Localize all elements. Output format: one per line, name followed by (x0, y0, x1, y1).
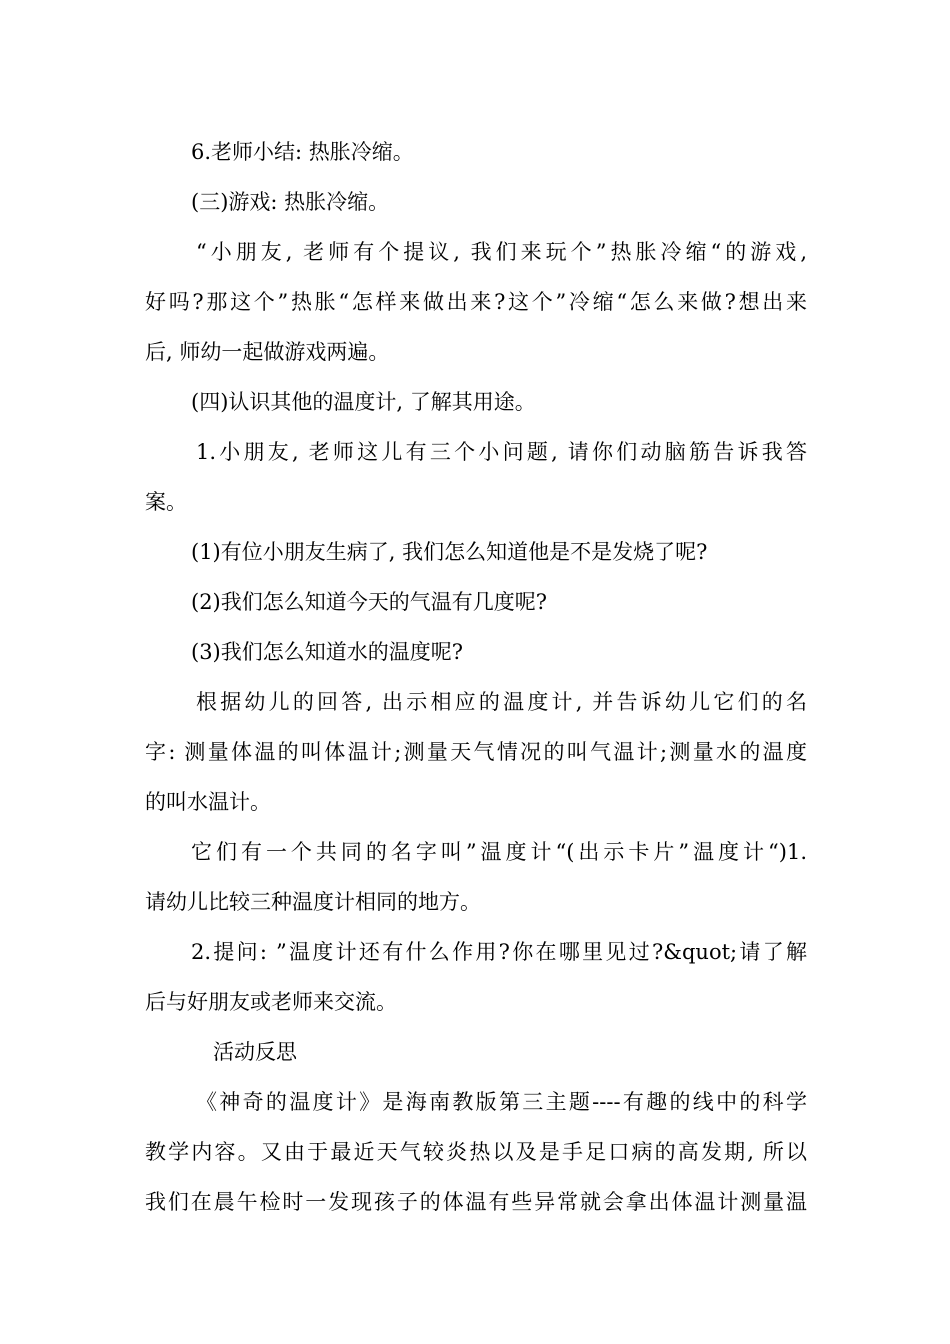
line-ask-1: 2.提问: ”温度计还有什么作用?你在哪里见过?&quot;请了解 (191, 940, 807, 964)
line-summary: 6.老师小结: 热胀冷缩。 (191, 140, 414, 164)
line-questions-2: 案。 (145, 490, 187, 514)
line-question-2: (2)我们怎么知道今天的气温有几度呢? (191, 590, 548, 614)
heading-reflection: 活动反思 (213, 1040, 297, 1064)
line-ask-2: 后与好朋友或老师来交流。 (145, 990, 397, 1014)
line-question-3: (3)我们怎么知道水的温度呢? (191, 640, 464, 664)
line-section-thermometers: (四)认识其他的温度计, 了解其用途。 (191, 390, 536, 414)
line-questions-1: 1.小朋友, 老师这儿有三个小问题, 请你们动脑筋告诉我答 (196, 440, 807, 464)
line-common-name-1: 它们有一个共同的名字叫”温度计“(出示卡片”温度计“)1. (191, 840, 807, 864)
line-question-1: (1)有位小朋友生病了, 我们怎么知道他是不是发烧了呢? (191, 540, 708, 564)
line-answers-1: 根据幼儿的回答, 出示相应的温度计, 并告诉幼儿它们的名 (196, 690, 807, 714)
line-reflection-2: 教学内容。又由于最近天气较炎热以及是手足口病的高发期, 所以 (145, 1140, 807, 1164)
line-game-1: “小朋友, 老师有个提议, 我们来玩个”热胀冷缩“的游戏, (196, 240, 807, 264)
line-section-game: (三)游戏: 热胀冷缩。 (191, 190, 390, 214)
line-answers-2: 字: 测量体温的叫体温计;测量天气情况的叫气温计;测量水的温度 (145, 740, 807, 764)
line-reflection-3: 我们在晨午检时一发现孩子的体温有些异常就会拿出体温计测量温 (145, 1190, 807, 1214)
line-common-name-2: 请幼儿比较三种温度计相同的地方。 (145, 890, 481, 914)
line-reflection-1: 《神奇的温度计》是海南教版第三主题----有趣的线中的科学 (196, 1090, 807, 1114)
line-game-3: 后, 师幼一起做游戏两遍。 (145, 340, 390, 364)
line-answers-3: 的叫水温计。 (145, 790, 271, 814)
line-game-2: 好吗?那这个”热胀“怎样来做出来?这个”冷缩“怎么来做?想出来 (145, 290, 807, 314)
